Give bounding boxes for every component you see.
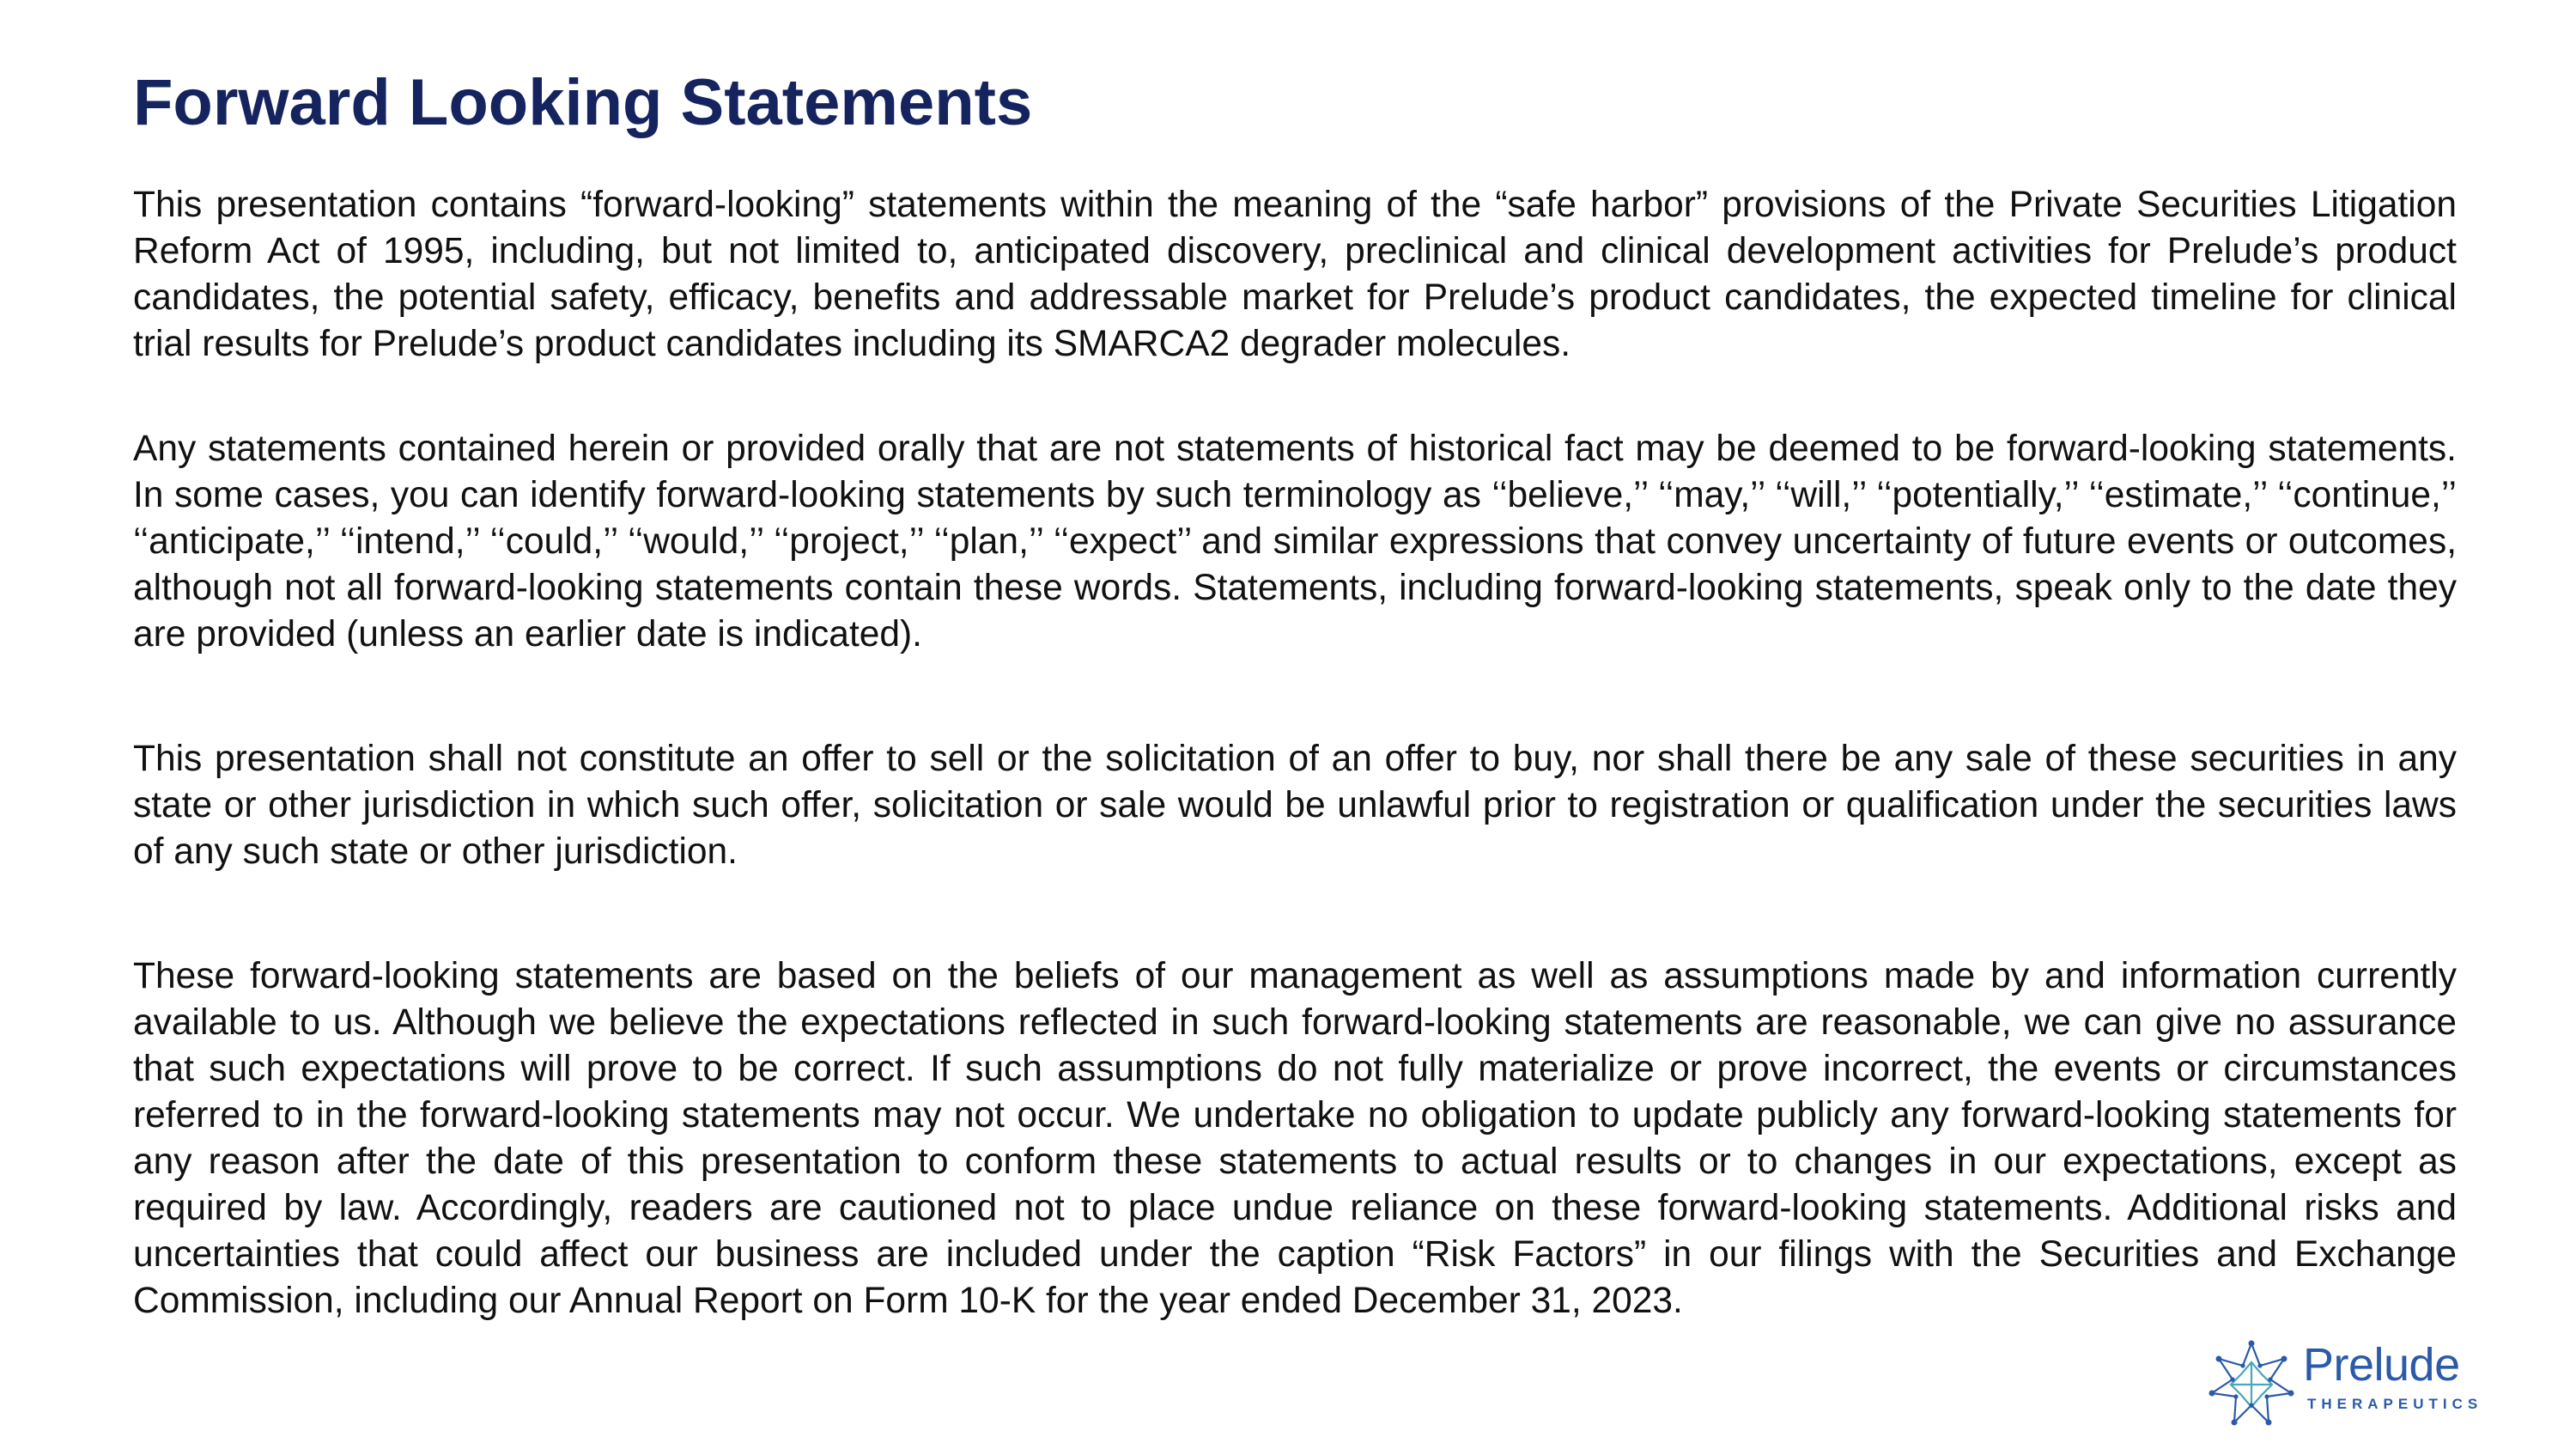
logo-subtitle: THERAPEUTICS (2307, 1396, 2483, 1412)
paragraph-no-offer: This presentation shall not constitute an offer to sell or the solicitation of an offer to buy, nor shall there be any sale of these securities in any state or other jurisdiction in which such offer, solicitation or sale would be unlawful prior to registration or qualification under the securities laws of any such state or other jurisdiction. (133, 739, 2457, 872)
paragraph-safe-harbor: This presentation contains “forward-looking” statements within the meaning of the “safe harbor” provisions of the Private Securities Litigation Reform Act of 1995, including, but not limited to, anticipated discovery, preclinical and clinical development activities for Prelude’s product candidates, the potential safety, efficacy, benefits and addressable market for Prelude’s product candidates, the expected timeline for clinical trial results for Prelude’s product candidates including its SMARCA2 degrader molecules. (133, 185, 2457, 364)
page-title: Forward Looking Statements (133, 66, 1033, 139)
paragraph-management-beliefs: These forward-looking statements are based on the beliefs of our management as well as assumptions made by and information currently available to us. Although we believe the expectations reflected in such forward-looking statements are reasonable, we can give no assurance that such expectations will prove to be correct. If such assumptions do not fully materialize or prove incorrect, the events or circumstances referred to in the forward-looking statements may not occur. We undertake no obligation to update publicly any forward-looking statements for any reason after the date of this presentation to conform these statements to actual results or to changes in our expectations, except as required by law. Accordingly, readers are cautioned not to place undue reliance on these forward-looking statements. Additional risks and uncertainties that could affect our business are included under the caption “Risk Factors” in our filings with the Securities and Exchange Commission, including our Annual Report on Form 10-K for the year ended December 31, 2023. (133, 956, 2457, 1321)
prelude-molecule-star-icon (2207, 1340, 2296, 1429)
logo-name: Prelude (2303, 1339, 2460, 1391)
prelude-logo (2207, 1339, 2483, 1434)
paragraph-terminology: Any statements contained herein or provided orally that are not statements of historical fact may be deemed to be forward-looking statements. In some cases, you can identify forward-looking statements by such terminology as ‘‘believe,’’ ‘‘may,’’ ‘‘will,’’ ‘‘potentially,’’ ‘‘estimate,’’ ‘‘continue,’’ ‘‘anticipate,’’ ‘‘intend,’’ ‘‘could,’’ ‘‘would,’’ ‘‘project,’’ ‘‘plan,’’ ‘‘expect’’ and similar expressions that convey uncertainty of future events or outcomes, although not all forward-looking statements contain these words. Statements, including forward-looking statements, speak only to the date they are provided (unless an earlier date is indicated). (133, 429, 2457, 654)
